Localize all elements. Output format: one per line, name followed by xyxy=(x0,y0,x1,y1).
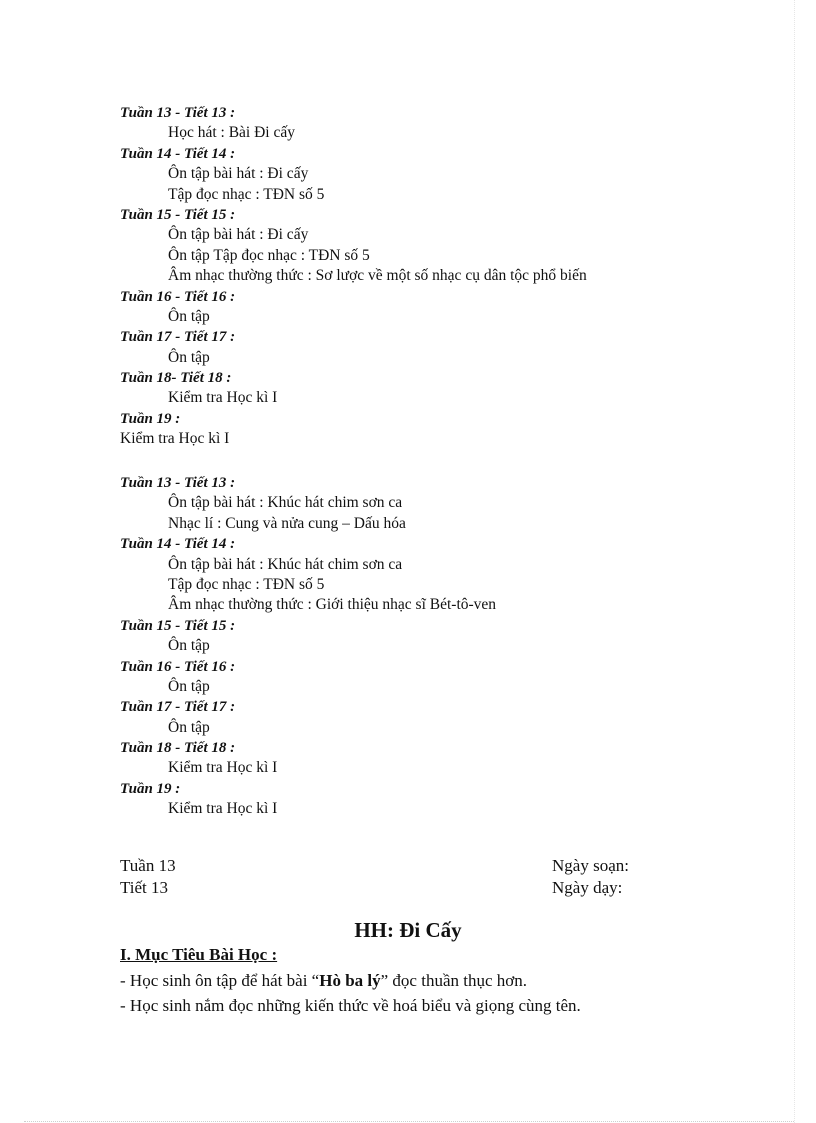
week-heading: Tuần 13 - Tiết 13 : xyxy=(120,105,236,121)
objective-2: - Học sinh nắm đọc những kiến thức về hoá biểu và giọng cùng tên. xyxy=(120,996,581,1015)
week-heading: Tuần 19 : xyxy=(120,410,181,427)
page-bottom-border xyxy=(24,1121,794,1122)
schedule-item: Âm nhạc thường thức : Giới thiệu nhạc sĩ Bét-tô-ven xyxy=(168,596,497,614)
schedule-item: Ôn tập bài hát : Khúc hát chim sơn ca xyxy=(168,494,403,512)
schedule-item: Âm nhạc thường thức : Sơ lược về một số nhạc cụ dân tộc phổ biến xyxy=(168,267,587,285)
lesson-meta xyxy=(120,855,640,899)
schedule-item: Ôn tập bài hát : Đi cấy xyxy=(168,165,309,183)
schedule-item: Ôn tập xyxy=(168,718,210,736)
schedule-item: Ôn tập Tập đọc nhạc : TĐN số 5 xyxy=(168,246,370,264)
lesson-week-label: Tuần 13 xyxy=(120,856,176,875)
schedule-semester-list-b xyxy=(120,473,720,820)
page-right-border xyxy=(794,0,795,1123)
week-heading: Tuần 16 - Tiết 16 : xyxy=(120,658,236,675)
schedule-item: Kiểm tra Học kì I xyxy=(120,430,230,448)
week-heading: Tuần 18 - Tiết 18 : xyxy=(120,740,236,757)
week-heading: Tuần 17 - Tiết 17 : xyxy=(120,329,236,346)
schedule-item: Kiểm tra Học kì I xyxy=(168,759,278,777)
schedule-item: Ôn tập xyxy=(168,348,210,366)
week-heading: Tuần 14 - Tiết 14 : xyxy=(120,145,236,162)
schedule-item: Tập đọc nhạc : TĐN số 5 xyxy=(168,575,325,593)
objective-1-suffix: ” đọc thuần thục hơn. xyxy=(380,971,527,990)
week-heading: Tuần 16 - Tiết 16 : xyxy=(120,288,236,305)
schedule-item: Ôn tập xyxy=(168,637,210,655)
taught-date-label: Ngày dạy: xyxy=(552,878,623,897)
prepared-date-label: Ngày soạn: xyxy=(552,856,629,875)
song-name: Hò ba lý xyxy=(319,971,381,990)
schedule-item: Kiểm tra Học kì I xyxy=(168,389,278,407)
lesson-period-label: Tiết 13 xyxy=(120,878,169,897)
week-heading: Tuần 13 - Tiết 13 : xyxy=(120,475,236,491)
objective-1-prefix: - Học sinh ôn tập để hát bài “ xyxy=(120,971,320,990)
schedule-item: Ôn tập bài hát : Đi cấy xyxy=(168,226,309,244)
schedule-item: Ôn tập bài hát : Khúc hát chim sơn ca xyxy=(168,555,403,573)
schedule-item: Nhạc lí : Cung và nửa cung – Dấu hóa xyxy=(168,514,406,532)
objective-1 xyxy=(120,968,581,993)
objectives xyxy=(120,968,581,1018)
schedule-item: Ôn tập xyxy=(168,307,210,325)
week-heading: Tuần 19 : xyxy=(120,780,181,797)
week-heading: Tuần 17 - Tiết 17 : xyxy=(120,699,236,716)
lesson-title: HH: Đi Cấy xyxy=(354,918,462,942)
section-heading: I. Mục Tiêu Bài Học : xyxy=(120,945,278,964)
schedule-item: Tập đọc nhạc : TĐN số 5 xyxy=(168,185,325,203)
schedule-semester-list-a xyxy=(120,103,720,450)
week-heading: Tuần 14 - Tiết 14 : xyxy=(120,536,236,553)
week-heading: Tuần 15 - Tiết 15 : xyxy=(120,617,236,634)
schedule-item: Học hát : Bài Đi cấy xyxy=(168,124,295,142)
week-heading: Tuần 18- Tiết 18 : xyxy=(120,370,232,387)
schedule-item: Ôn tập xyxy=(168,677,210,695)
week-heading: Tuần 15 - Tiết 15 : xyxy=(120,206,236,223)
schedule-item: Kiểm tra Học kì I xyxy=(168,800,278,818)
